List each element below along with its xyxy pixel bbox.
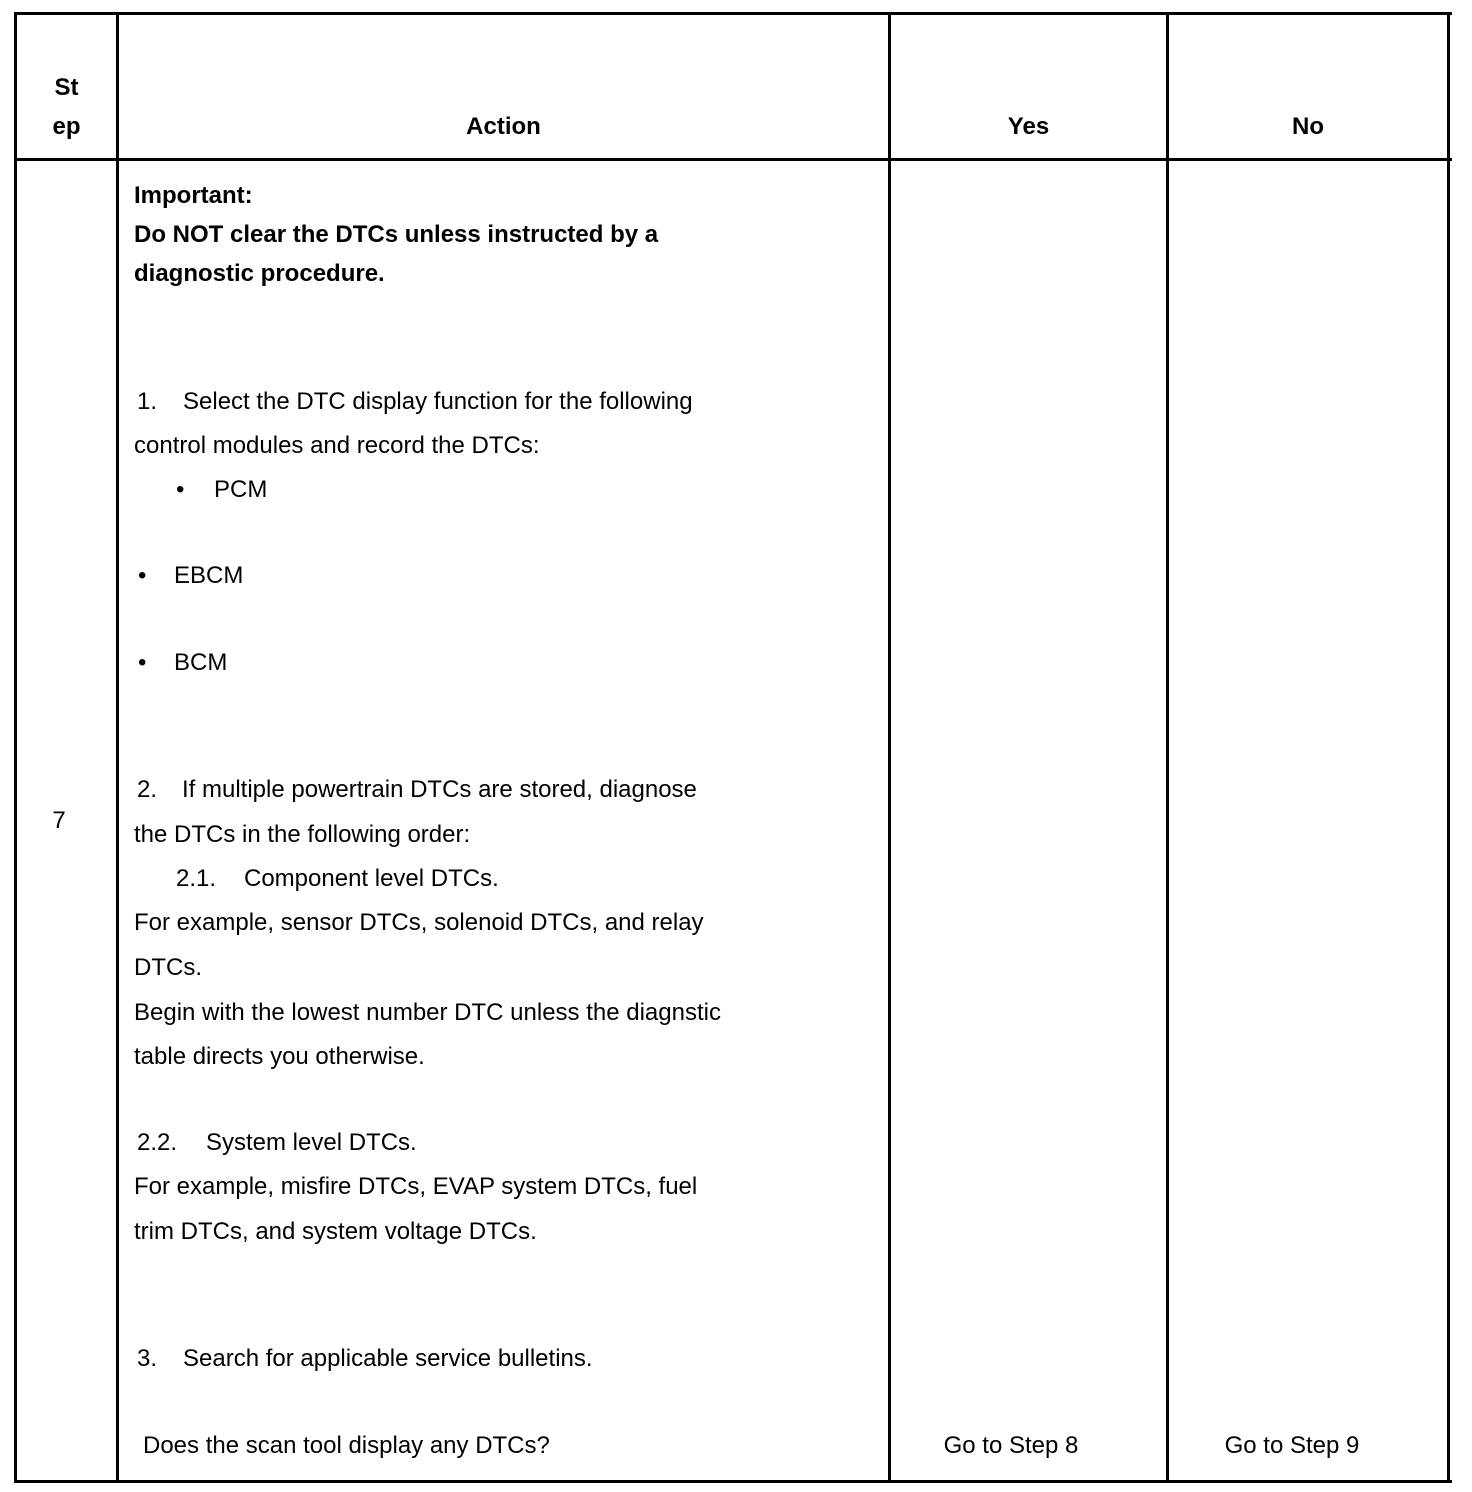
header-no: No <box>1292 113 1324 140</box>
table-top-border <box>14 12 1452 15</box>
step-number: 7 <box>52 807 66 834</box>
yes-action: Go to Step 8 <box>943 1432 1079 1459</box>
no-action: Go to Step 9 <box>1224 1432 1360 1459</box>
table-left-border <box>14 12 17 1483</box>
important-title: Important: <box>134 182 253 209</box>
item22-number: 2.2. <box>137 1129 178 1156</box>
bullet-bcm: BCM <box>174 649 228 676</box>
item3-text: Search for applicable service bulletins. <box>183 1345 593 1372</box>
col-divider-step <box>116 12 119 1483</box>
header-yes: Yes <box>1007 113 1050 140</box>
bullet-ebcm: EBCM <box>174 562 244 589</box>
item22-line-2: trim DTCs, and system voltage DTCs. <box>134 1218 537 1245</box>
item1-number: 1. <box>137 388 158 415</box>
item2-number: 2. <box>137 776 158 803</box>
table-right-border <box>1447 12 1450 1483</box>
col-divider-action <box>888 12 891 1483</box>
item21-title: Component level DTCs. <box>244 865 499 892</box>
question-text: Does the scan tool display any DTCs? <box>143 1432 550 1459</box>
item1-line-2: control modules and record the DTCs: <box>134 432 540 459</box>
item2-line-1: If multiple powertrain DTCs are stored, diagnose <box>182 776 697 803</box>
item21-line-2: DTCs. <box>134 954 202 981</box>
bullet-icon: • <box>138 562 147 589</box>
item21-line-1: For example, sensor DTCs, solenoid DTCs, and relay <box>134 909 704 936</box>
header-bottom-border <box>14 158 1452 161</box>
important-line-1: Do NOT clear the DTCs unless instructed by a <box>134 221 659 248</box>
bullet-icon: • <box>138 649 147 676</box>
item21-line-4: table directs you otherwise. <box>134 1043 425 1070</box>
header-action: Action <box>466 113 541 140</box>
important-line-2: diagnostic procedure. <box>134 260 385 287</box>
item2-line-2: the DTCs in the following order: <box>134 821 471 848</box>
item22-title: System level DTCs. <box>206 1129 417 1156</box>
table-bottom-border <box>14 1480 1452 1483</box>
bullet-icon: • <box>176 476 185 503</box>
header-step-line2: ep <box>52 113 81 140</box>
bullet-pcm: PCM <box>214 476 268 503</box>
item22-line-1: For example, misfire DTCs, EVAP system DTCs, fuel <box>134 1173 698 1200</box>
item1-line-1: Select the DTC display function for the following <box>183 388 693 415</box>
header-step-line1: St <box>54 74 79 101</box>
item21-line-3: Begin with the lowest number DTC unless the diagnstic <box>134 999 721 1026</box>
col-divider-yes <box>1166 12 1169 1483</box>
item3-number: 3. <box>137 1345 158 1372</box>
item21-number: 2.1. <box>176 865 217 892</box>
